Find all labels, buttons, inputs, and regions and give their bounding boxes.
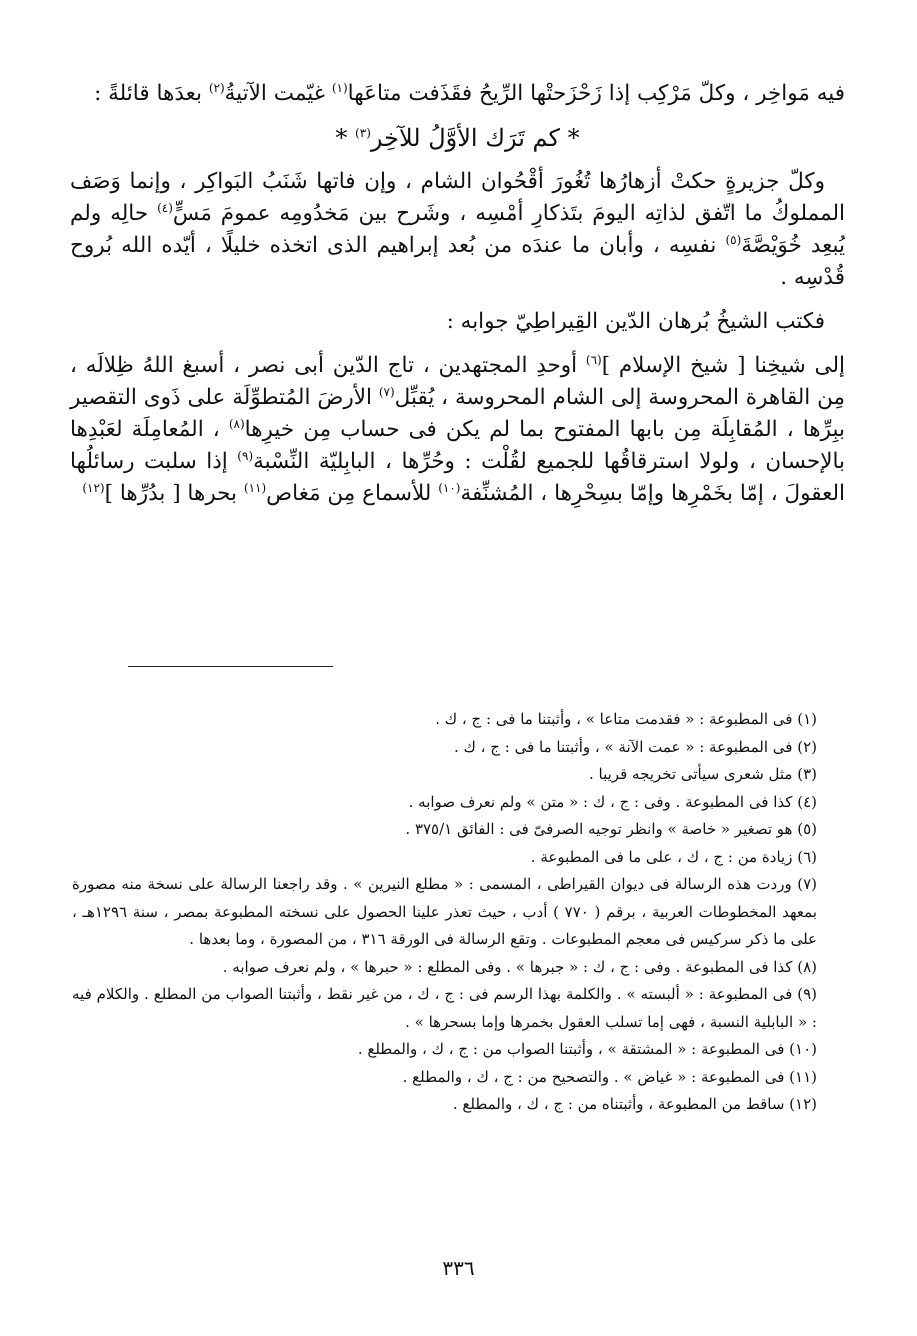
footnote-9: (٩) فى المطبوعة : « ألبسته » . والكلمة بهذا الرسم فى : ج ، ك ، من غير نقط ، وأثبتنا الصواب من المطلع . والكلام فيه : « البابلية النسبة ، فهى إما تسلب العقول بخمرها وإما بسحرها » . [72, 985, 817, 1031]
footnote-mark-10: (١٠) [438, 480, 461, 495]
paragraph-4-part-b: أوحدِ المجتهدين ، تاج الدّين أبى نصر ، أسبغ اللهُ ظِلالَه ، مِن القاهرة المحروسة إلى الشام المحروسة ، يُقبِّل [70, 353, 845, 410]
paragraph-1-part-c: بعدَها قائلةً : [94, 81, 209, 106]
footnote-5: (٥) هو تصغير « خاصة » وانظر توجيه الصرفىّ فى : الفائق ٣٧٥/١ . [405, 820, 817, 838]
paragraph-2 [70, 166, 845, 294]
main-text [70, 78, 845, 522]
footnote-mark-5: (٥) [725, 232, 742, 247]
footnote-mark-9: (٩) [237, 448, 254, 463]
paragraph-3: فكتب الشيخُ بُرهان الدّين القِيراطِيّ جوابه : [446, 309, 825, 334]
footnote-10: (١٠) فى المطبوعة : « المشتقة » ، وأثبتنا الصواب من : ج ، ك ، والمطلع . [357, 1040, 817, 1058]
paragraph-2-part-c: نفسِه ، وأبان ما عندَه من بُعد إبراهيم الذى اتخذه خليلًا ، أيّده الله بُروح قُدْسِه . [70, 233, 845, 290]
paragraph-4-part-e: إذا سلبت رسائلُها العقولَ ، إمّا بخَمْرِها وإمّا بسِحْرِها ، المُشنِّفة [70, 449, 845, 506]
footnote-6: (٦) زيادة من : ج ، ك ، على ما فى المطبوعة . [530, 847, 817, 866]
footnote-mark-12: (١٢) [82, 480, 105, 495]
paragraph-4-part-a: إلى شيخِنا [ شيخ الإسلام ] [601, 353, 845, 378]
paragraph-1-part-a: فيه مَواخِر ، وكلّ مَرْكِب إذا زَحْزَحتْها الرِّيحُ فقَذَفت متاعَها [347, 81, 845, 106]
footnote-8: (٨) كذا فى المطبوعة . وفى : ج ، ك : « جبرها » . وفى المطلع : « حبرها » ، ولم نعرف صوابه . [222, 957, 817, 976]
paragraph-4-part-c: الأرضَ المُتطوِّلَة على ذَوى التقصير ببِرِّها ، المُقابِلَة مِن بابها المفتوح بما لم يكن فى حساب مِن خيرِها [70, 385, 845, 442]
paragraph-2-part-a: وكلّ جزيرةٍ حكتْ أزهارُها تُغُورَ أقْحُوان الشام ، وإن فاتها شَنَبُ البَواكِر ، وإنما وَصَف المملوكُ ما اتّفق لذاتِه اليومَ بتَذكارِ أمْسِه ، وشَرح بين مَخدُومِه عمومَ مَسٍّ [70, 169, 845, 226]
paragraph-1-part-b: غيّمت الآتيةُ [224, 81, 332, 106]
footnote-mark-8: (٨) [228, 416, 245, 431]
paragraph-4-part-f: للأسماع مِن مَغاص [266, 481, 439, 506]
footnote-3: (٣) مثل شعرى سيأتى تخريجه قريبا . [589, 765, 817, 783]
verse-end-star: * [335, 124, 356, 152]
footnote-mark-2: (٢) [208, 80, 225, 95]
footnote-12: (١٢) ساقط من المطبوعة ، وأثبتناه من : ج ، ك ، والمطلع . [452, 1095, 817, 1113]
footnote-mark-1: (١) [331, 80, 348, 95]
footnote-mark-4: (٤) [157, 200, 173, 215]
footnote-7: (٧) وردت هذه الرسالة فى ديوان القيراطى ، المسمى : « مطلع النيرين » . وقد راجعنا الرسالة على نسخة منه مصورة بمعهد المخطوطات العربية ، برقم ( ٧٧٠ ) أدب ، حيث تعذر علينا الحصول على نسخته المطبوعة بمصر ، سنة ١٢٩٦هـ ، على ما ذكر سركيس فى معجم المطبوعات . وتقع الرسالة فى الورقة ٣١٦ ، من المصورة ، وما بعدها . [72, 875, 818, 948]
paragraph-4-part-d: ، المُعامِلَة لعَبْدِها بالإحسان ، ولولا استرقاقُها للجميع لقُلْت : وحُرِّها ، البابِليّة النِّسْبة [70, 417, 845, 474]
footnote-divider [128, 666, 333, 667]
footnote-mark-7: (٧) [378, 384, 395, 399]
paragraph-2-part-b: حالِه ولم يُبعِد خُوَيْصَّةَ [70, 201, 845, 258]
verse-text: * كم تَرَك الأوَّلُ للآخِر [370, 124, 580, 152]
footnote-1: (١) فى المطبوعة : « فقدمت متاعا » ، وأثبتنا ما فى : ج ، ك . [435, 710, 817, 728]
verse-line [70, 122, 845, 154]
footnote-4: (٤) كذا فى المطبوعة . وفى : ج ، ك : « متن » ولم نعرف صوابه . [408, 792, 817, 811]
footnote-mark-3: (٣) [355, 126, 371, 140]
footnote-2: (٢) فى المطبوعة : « عمت الآنة » ، وأثبتنا ما فى : ج ، ك . [454, 737, 817, 756]
footnote-mark-6: (٦) [585, 352, 602, 367]
paragraph-4 [70, 350, 845, 510]
page-number: ٣٣٦ [442, 1256, 475, 1280]
footnote-11: (١١) فى المطبوعة : « غياض » . والتصحيح من : ج ، ك ، والمطلع . [402, 1067, 817, 1086]
footnotes-section [72, 706, 817, 1119]
footnote-mark-11: (١١) [243, 480, 267, 495]
paragraph-1 [70, 78, 845, 110]
paragraph-4-part-g: بحرها [ بدُرِّها ] [104, 481, 244, 506]
